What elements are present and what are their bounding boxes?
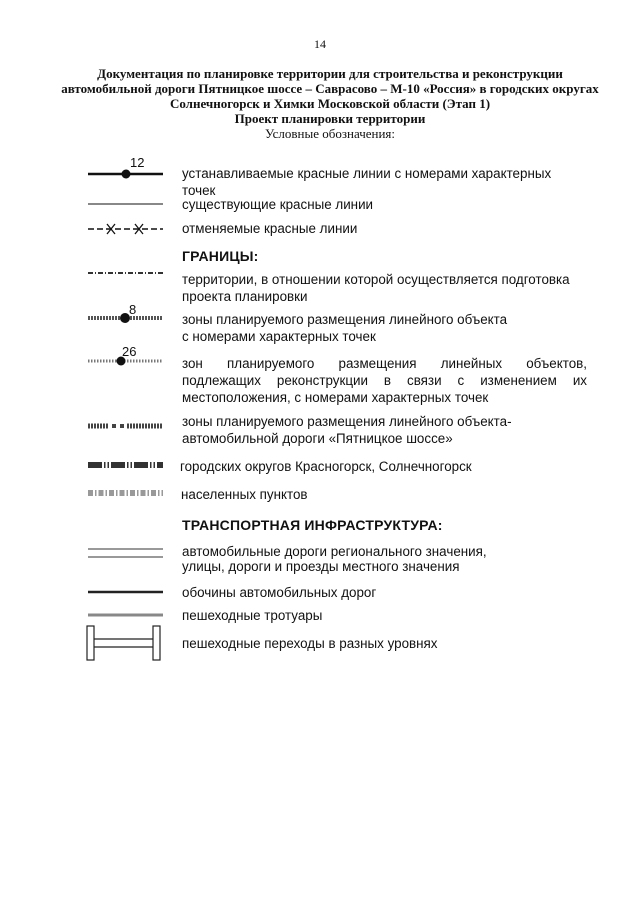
road-zone-border-label: зоны планируемого размещения линейного объекта- автомобильной дороги «Пятницкое шоссе»	[182, 414, 512, 446]
districts-border-label: городских округов Красногорск, Солнечногорск	[180, 459, 472, 474]
document-header	[60, 66, 600, 141]
reconstruction-zone-border-label: зон планируемого размещения линейных объектов, подлежащих реконструкции в связи с изменением их	[182, 356, 587, 388]
new-red-line-symbol	[88, 156, 163, 182]
road-zone-border-symbol	[88, 422, 163, 430]
planning-area-border-label: территории, в отношении которой осуществляется подготовка проекта планировки	[182, 272, 570, 304]
linear-zone-border-label: зоны планируемого размещения линейного объекта с номерами характерных точек	[182, 312, 508, 344]
page-number: 14	[314, 37, 326, 51]
reconstruction-zone-border-symbol	[88, 344, 163, 368]
shoulders-label: обочины автомобильных дорог	[182, 585, 377, 600]
planning-area-border-symbol	[88, 270, 163, 276]
reconstruction-zone-border-label-end: местоположения, с номерами характерных точек	[182, 390, 489, 405]
pedestrian-crossing-label: пешеходные переходы в разных уровнях	[182, 636, 438, 651]
shoulders-symbol	[88, 589, 163, 595]
linear-zone-border-symbol	[88, 302, 163, 326]
existing-red-line-label: существующие красные линии	[182, 197, 374, 212]
sidewalks-symbol	[88, 612, 163, 618]
reconstruction-zone-number: 26	[122, 344, 137, 359]
pedestrian-crossing-symbol	[86, 625, 162, 661]
legend-title: Условные обозначения:	[264, 126, 396, 141]
cancelled-red-line-symbol	[88, 222, 163, 236]
sidewalks-label: пешеходные тротуары	[182, 608, 323, 623]
cancelled-red-line-label: отменяемые красные линии	[182, 221, 358, 236]
header-line-2: автомобильной дороги Пятницкое шоссе – Саврасово – М-10 «Россия» в городских округах	[61, 81, 599, 96]
existing-red-line-symbol	[88, 200, 163, 208]
settlements-border-symbol	[88, 489, 163, 497]
new-red-line-label: устанавливаемые красные линии с номерами характерных точек	[182, 166, 552, 198]
borders-heading: ГРАНИЦЫ:	[182, 248, 259, 264]
header-line-1: Документация по планировке территории для строительства и реконструкции	[97, 66, 563, 81]
header-line-3: Солнечногорск и Химки Московской области (Этап 1)	[169, 96, 491, 111]
linear-zone-number: 8	[129, 302, 137, 317]
districts-border-symbol	[88, 461, 163, 469]
roads-symbol	[88, 546, 163, 560]
settlements-border-label: населенных пунктов	[181, 487, 308, 502]
roads-label: автомобильные дороги регионального значения, улицы, дороги и проезды местного значения	[182, 544, 487, 574]
header-line-4: Проект планировки территории	[234, 111, 426, 126]
transport-heading: ТРАНСПОРТНАЯ ИНФРАСТРУКТУРА:	[182, 517, 443, 533]
new-red-line-number: 12	[130, 155, 145, 170]
